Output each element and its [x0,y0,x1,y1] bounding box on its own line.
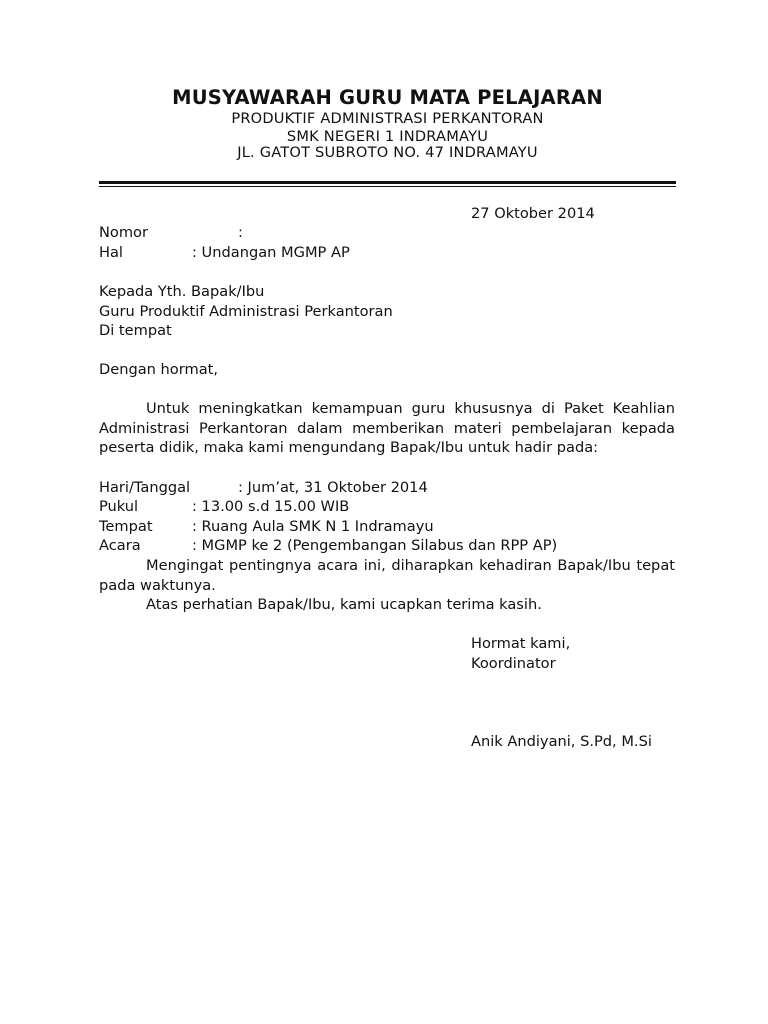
signature-name: Anik Andiyani, S.Pd, M.Si [471,733,652,750]
pukul-label: Pukul [99,498,139,515]
recipient-line1: Kepada Yth. Bapak/Ibu [99,283,265,300]
letterhead-school: SMK NEGERI 1 INDRAMAYU [286,128,489,145]
letterhead-divider-thick [99,181,676,184]
tempat-label: Tempat [99,518,153,535]
recipient-line3: Di tempat [99,322,172,339]
body-paragraph: Untuk meningkatkan kemampuan guru khususnya di Paket Keahlian Administrasi Perkantoran dalam memberikan materi pembelajaran kepada peserta didik, maka kami mengundang Bapak/Ibu untuk hadir pada: [99,400,675,456]
nomor-value: : [238,224,243,241]
letter-date: 27 Oktober 2014 [471,205,595,222]
salutation: Dengan hormat, [99,361,219,378]
letterhead-address: JL. GATOT SUBROTO NO. 47 INDRAMAYU [237,144,538,161]
nomor-label: Nomor [99,224,148,241]
signature-greeting: Hormat kami, [471,635,571,652]
letterhead-department: PRODUKTIF ADMINISTRASI PERKANTORAN [231,110,544,127]
acara-value: : MGMP ke 2 (Pengembangan Silabus dan RPP AP) [192,537,558,554]
thanks-line: Atas perhatian Bapak/Ibu, kami ucapkan terima kasih. [146,596,542,613]
recipient-line2: Guru Produktif Administrasi Perkantoran [99,303,393,320]
letterhead-title: MUSYAWARAH GURU MATA PELAJARAN [172,86,603,109]
hari-value: : Jum’at, 31 Oktober 2014 [238,479,428,496]
signature-role: Koordinator [471,655,556,672]
closing-paragraph: Mengingat pentingnya acara ini, diharapkan kehadiran Bapak/Ibu tepat pada waktunya. [99,557,675,594]
acara-label: Acara [99,537,141,554]
hari-label: Hari/Tanggal [99,479,191,496]
hal-label: Hal [99,244,123,261]
pukul-value: : 13.00 s.d 15.00 WIB [192,498,350,515]
letterhead-divider-thin [99,186,676,187]
hal-value: : Undangan MGMP AP [192,244,350,261]
tempat-value: : Ruang Aula SMK N 1 Indramayu [192,518,434,535]
